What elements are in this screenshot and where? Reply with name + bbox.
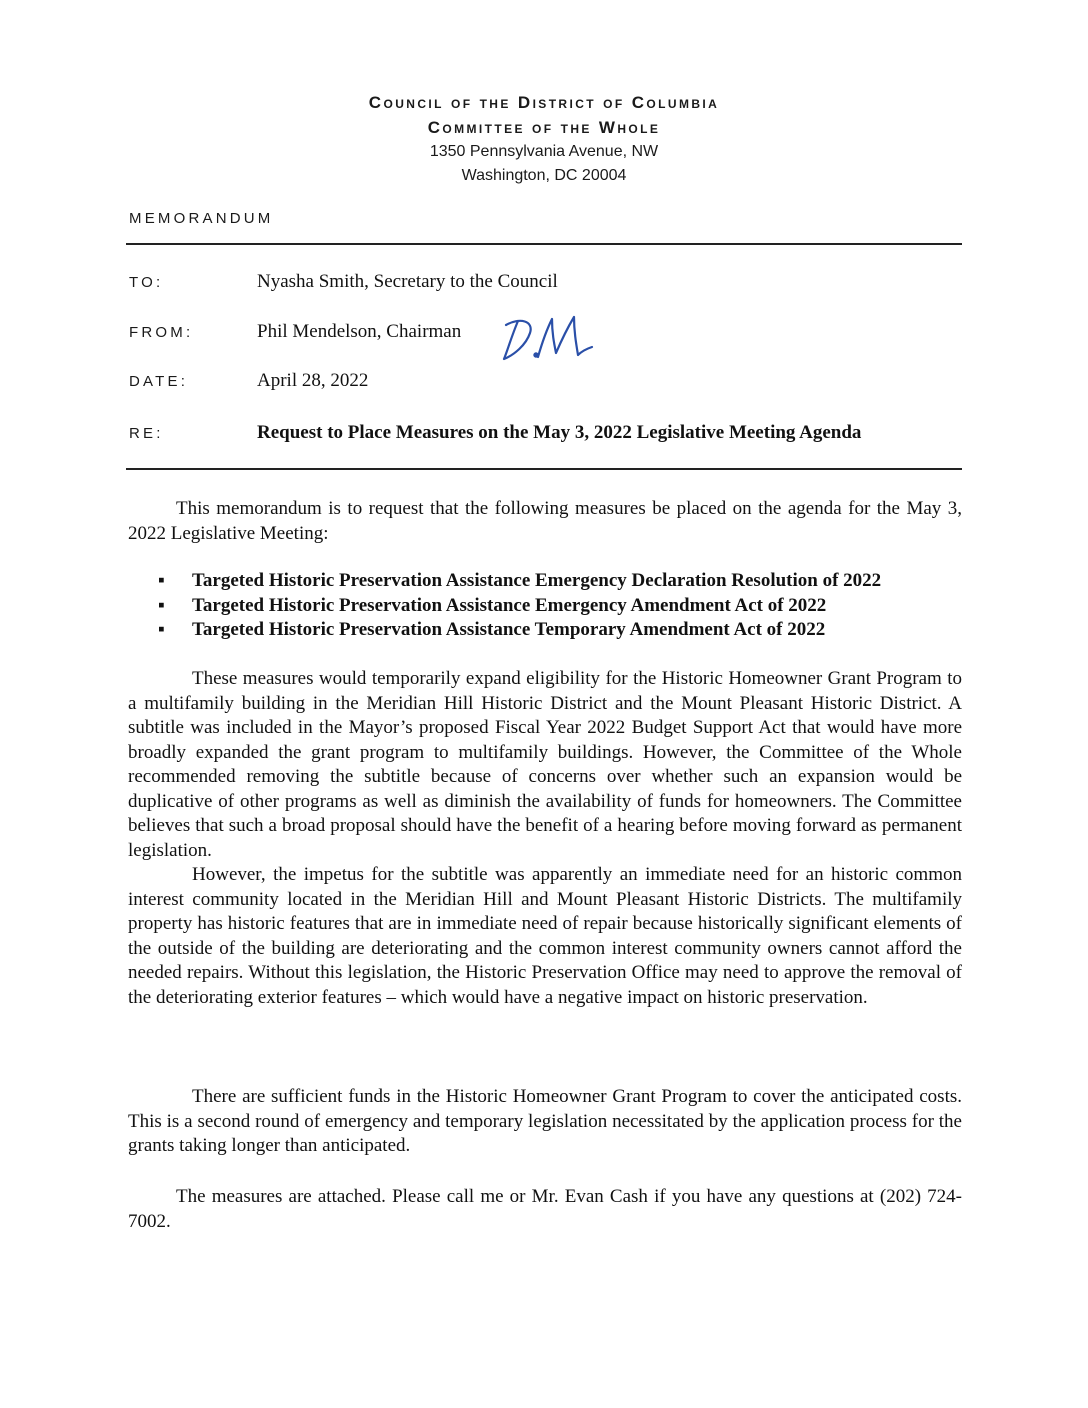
measure-title: Targeted Historic Preservation Assistance Emergency Amendment Act of 2022: [192, 594, 827, 616]
date-value: April 28, 2022: [257, 370, 369, 391]
intro-text: This memorandum is to request that the following measures be placed on the agenda for the May 3, 2022 Legislative Meeting:: [128, 498, 962, 544]
re-value: Request to Place Measures on the May 3, 2022 Legislative Meeting Agenda: [257, 422, 862, 443]
chairman-signature: [494, 313, 598, 363]
header-bottom-rule: [126, 468, 962, 470]
paragraph-2-text: However, the impetus for the subtitle was apparently an immediate need for an historic common interest community located in the Meridian Hill and Mount Pleasant Historic Districts. The multifamily property has historic features that are in immediate need of repair because historically significant elements of the outside of the building are deteriorating and the common interest community owners cannot afford the needed repairs. Without this legislation, the Historic Preservation Office may need to approve the removal of the deteriorating exterior features – which would have a negative impact on historic preservation.: [128, 864, 962, 1008]
date-label: DATE:: [129, 373, 189, 390]
letterhead-committee: Committee of the Whole: [427, 118, 661, 137]
measure-title: Targeted Historic Preservation Assistance Emergency Declaration Resolution of 2022: [192, 570, 882, 591]
closing-text: The measures are attached. Please call me or Mr. Evan Cash if you have any questions at (202) 724-7002.: [128, 1186, 962, 1232]
paragraph-1-text: These measures would temporarily expand eligibility for the Historic Homeowner Grant Program to a multifamily building in the Meridian Hill Historic District and the Mount Pleasant Historic District. A subtitle was included in the Mayor’s proposed Fiscal Year 2022 Budget Support Act that would have more broadly expanded the grant program to multifamily buildings. However, the Committee of the Whole recommended removing the subtitle because of concerns over whether such an expansion would be duplicative of other programs as well as diminish the availability of funds for homeowners. The Committee believes that such a broad proposal should have the benefit of a hearing before moving forward as permanent legislation.: [128, 668, 962, 861]
bullet-icon: ▪: [158, 570, 165, 591]
from-value: Phil Mendelson, Chairman: [257, 321, 462, 342]
letterhead-org: Council of the District of Columbia: [368, 93, 720, 112]
re-label: RE:: [129, 425, 164, 442]
to-label: TO:: [129, 274, 164, 291]
list-item: [158, 618, 962, 643]
bullet-icon: ▪: [158, 594, 165, 616]
paragraph-2: [128, 863, 962, 1010]
paragraph-1: [128, 667, 962, 863]
measure-title: Targeted Historic Preservation Assistance Temporary Amendment Act of 2022: [192, 619, 826, 640]
memo-title: MEMORANDUM: [129, 210, 274, 227]
paragraph-3: [128, 1085, 962, 1159]
bullet-icon: ▪: [158, 619, 165, 640]
closing-paragraph: [128, 1185, 962, 1234]
intro-paragraph: [128, 497, 962, 546]
letterhead-address-line1: 1350 Pennsylvania Avenue, NW: [429, 143, 659, 160]
to-value: Nyasha Smith, Secretary to the Council: [257, 271, 558, 292]
list-item: [158, 569, 962, 594]
header-top-rule: [126, 243, 962, 245]
measures-list: [158, 569, 962, 643]
letterhead: [0, 90, 1088, 188]
paragraph-3-text: There are sufficient funds in the Historic Homeowner Grant Program to cover the anticipated costs. This is a second round of emergency and temporary legislation necessitated by the application process for the grants taking longer than anticipated.: [128, 1086, 962, 1156]
list-item: [158, 594, 962, 619]
letterhead-address-line2: Washington, DC 20004: [461, 167, 627, 184]
from-label: FROM:: [129, 324, 194, 341]
